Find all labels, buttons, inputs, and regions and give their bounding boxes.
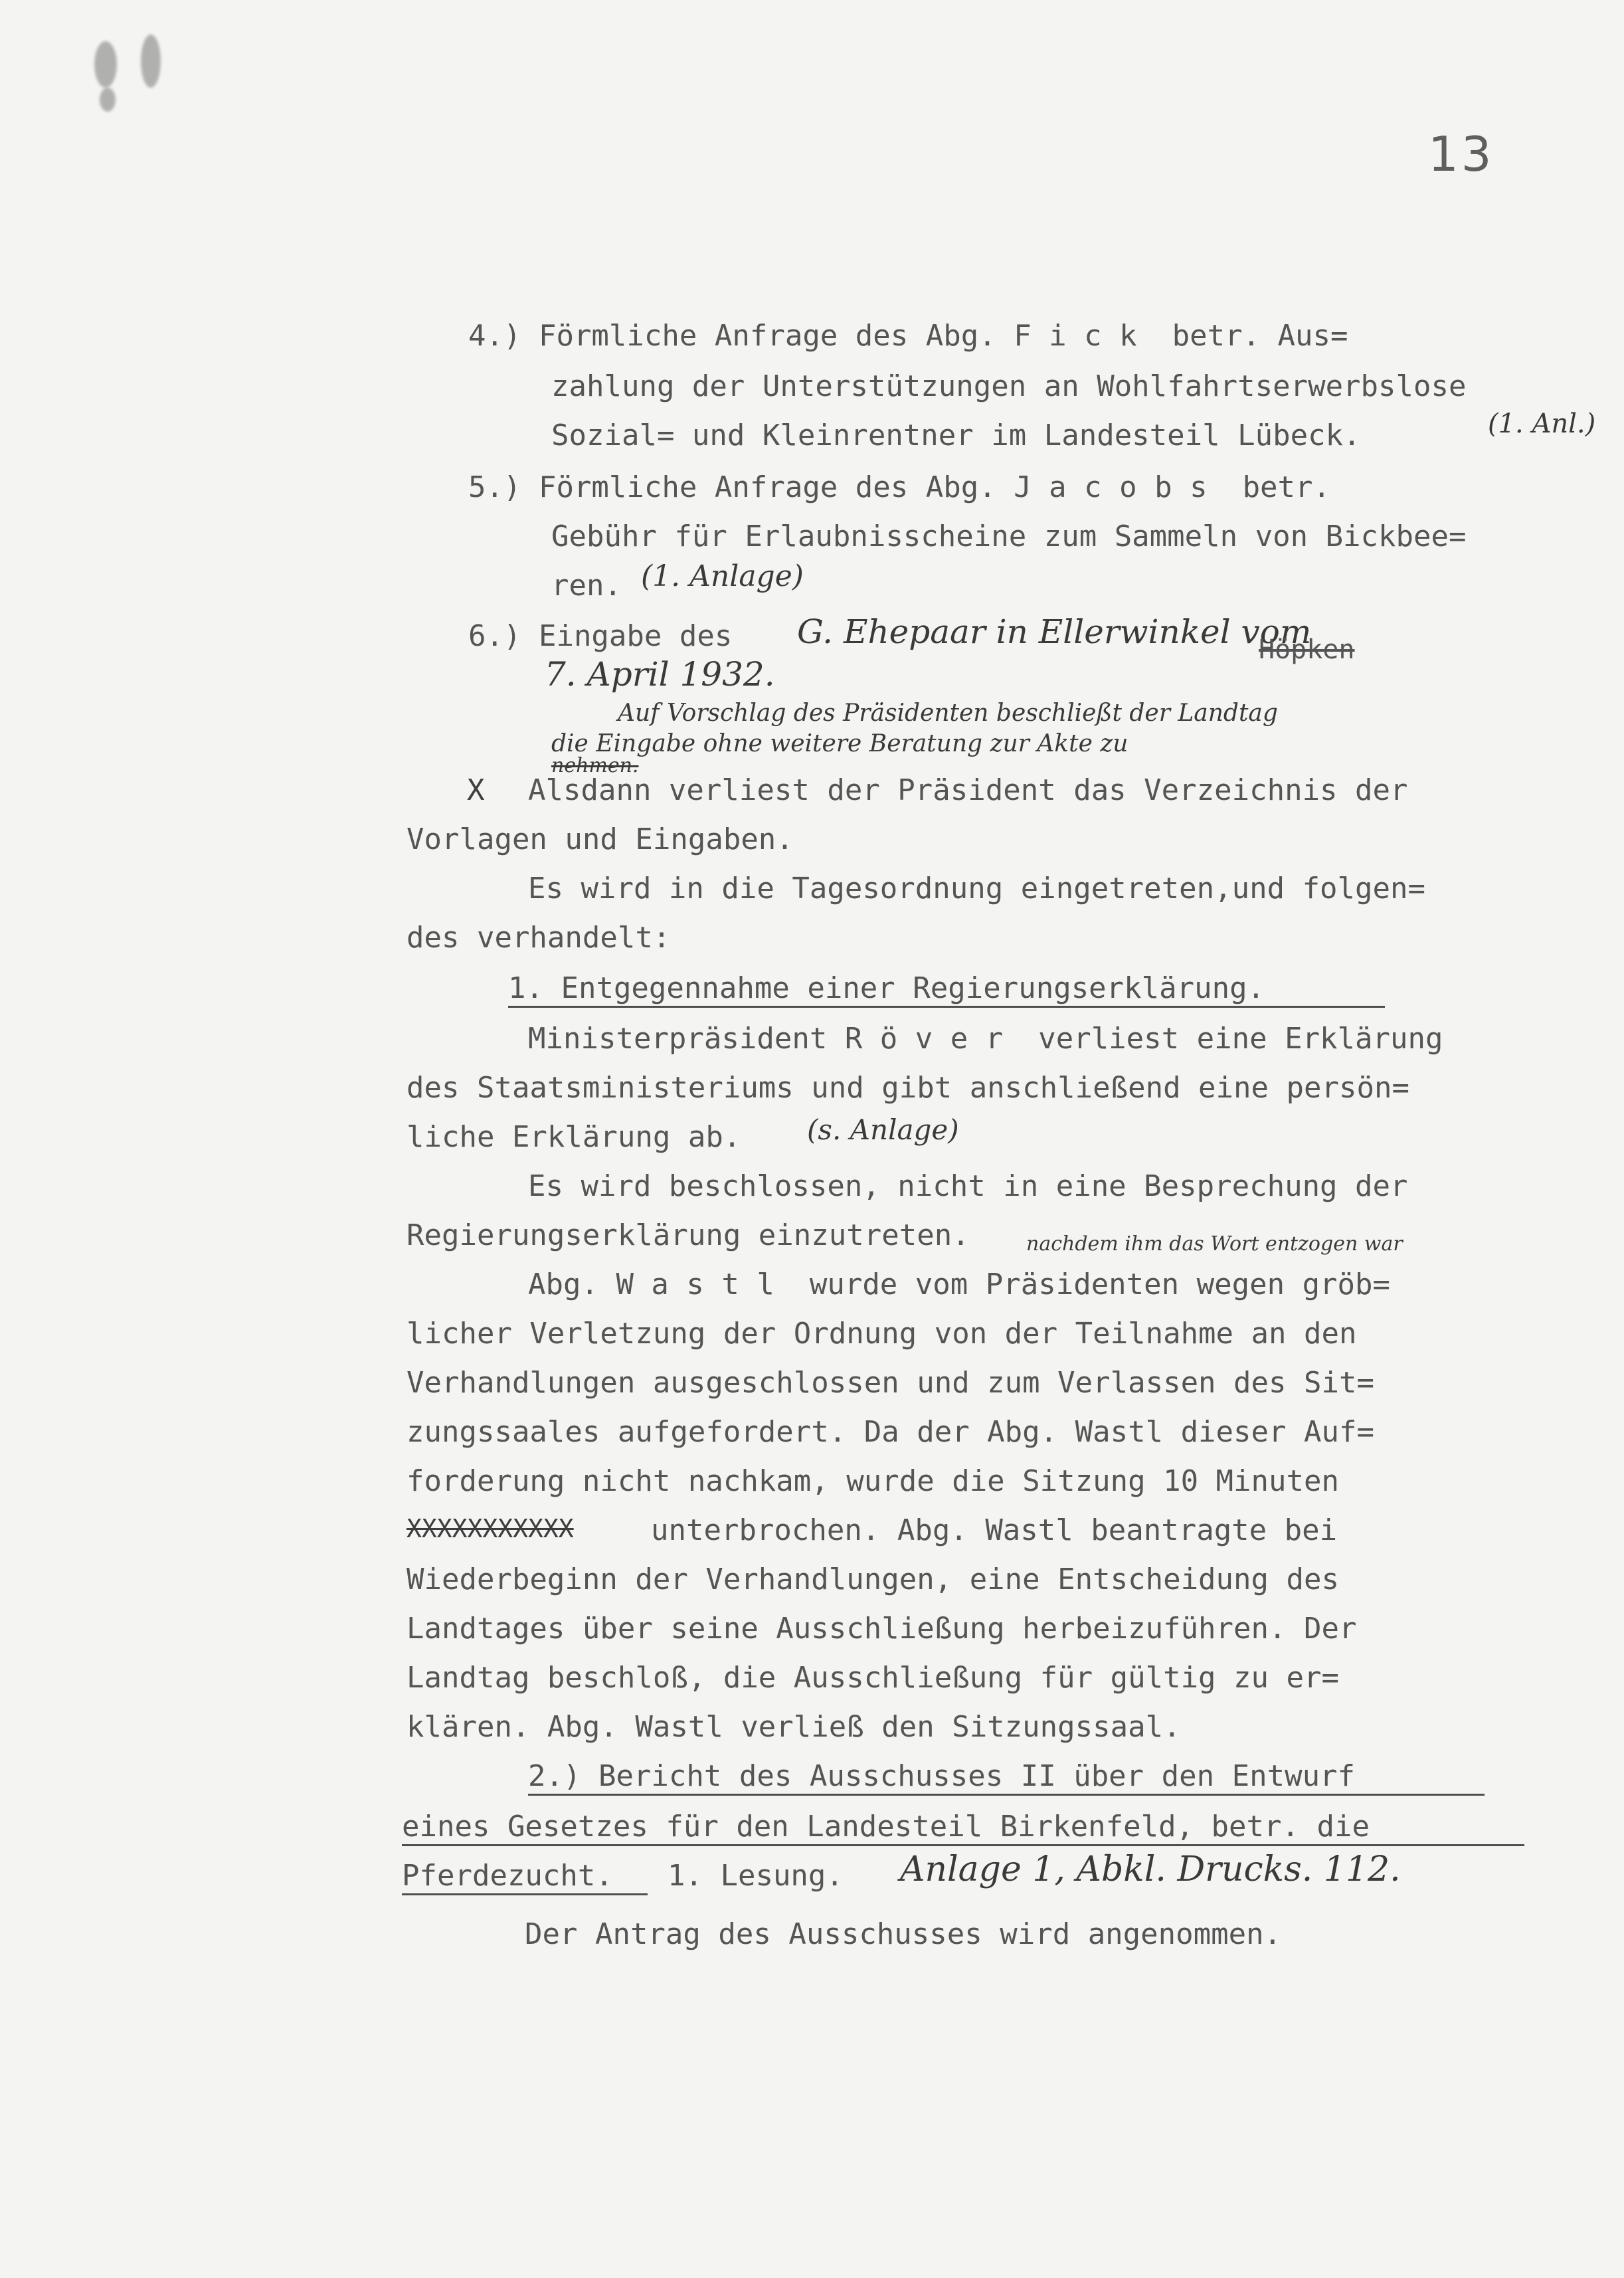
body-line-19: klären. Abg. Wastl verließ den Sitzungssaal. [406, 1710, 1181, 1744]
agenda-heading-2-handwritten: Anlage 1, Abkl. Drucks. 112. [900, 1850, 1401, 1889]
item-4-line-3: Sozial= und Kleinrentner im Landesteil Lübeck. [551, 419, 1361, 452]
item-6-handwritten-line-3: Auf Vorschlag des Präsidenten beschließt der Landtag [618, 700, 1278, 727]
body-line-9: Regierungserklärung einzutreten. [406, 1218, 970, 1252]
margin-mark: X [467, 773, 485, 807]
body-line-9-handwritten: nachdem ihm das Wort entzogen war [1026, 1232, 1403, 1256]
agenda-heading-2-line-1: 2.) Bericht des Ausschusses II über den Entwurf [528, 1759, 1356, 1793]
item-4-line-1: 4.) Förmliche Anfrage des Abg. F i c k betr. Aus= [468, 319, 1348, 353]
body-line-6: des Staatsministeriums und gibt anschließend eine persön= [406, 1071, 1409, 1105]
agenda-heading-1: 1. Entgegennahme einer Regierungserklärung. [508, 971, 1265, 1005]
body-line-20: Der Antrag des Ausschusses wird angenommen. [525, 1917, 1282, 1951]
agenda-heading-2-underline-3 [402, 1893, 648, 1895]
item-6-handwritten-line-2: 7. April 1932. [545, 655, 775, 694]
body-line-2: Vorlagen und Eingaben. [406, 822, 794, 856]
body-line-17: Landtages über seine Ausschließung herbeizuführen. Der [406, 1612, 1357, 1646]
ink-stain [94, 41, 117, 88]
body-line-11: licher Verletzung der Ordnung von der Teilnahme an den [406, 1317, 1357, 1351]
body-line-15: unterbrochen. Abg. Wastl beantragte bei [651, 1513, 1338, 1547]
body-line-18: Landtag beschloß, die Ausschließung für gültig zu er= [406, 1661, 1339, 1695]
agenda-heading-1-underline [508, 1006, 1385, 1008]
agenda-heading-2-line-2: eines Gesetzes für den Landesteil Birkenfeld, betr. die [402, 1810, 1370, 1844]
ink-stain [141, 35, 161, 88]
body-line-3: Es wird in die Tagesordnung eingetreten,und folgen= [528, 872, 1426, 905]
agenda-heading-2-reading: 1. Lesung. [668, 1859, 844, 1893]
body-line-1: Alsdann verliest der Präsident das Verzeichnis der [528, 773, 1408, 807]
body-line-5: Ministerpräsident R ö v e r verliest eine Erklärung [528, 1022, 1443, 1056]
item-5-line-3: ren. [551, 569, 622, 603]
item-6-line-1: 6.) Eingabe des [468, 619, 733, 653]
item-4-handwritten-annotation: (1. Anl.) [1488, 409, 1596, 439]
body-line-13: zungssaales aufgefordert. Da der Abg. Wastl dieser Auf= [406, 1415, 1374, 1449]
body-line-7: liche Erklärung ab. [406, 1120, 741, 1154]
body-line-4: des verhandelt: [406, 921, 671, 955]
body-line-14: forderung nicht nachkam, wurde die Sitzung 10 Minuten [406, 1464, 1339, 1498]
item-5-handwritten-annotation: (1. Anlage) [641, 559, 804, 593]
agenda-heading-2-underline-1 [528, 1794, 1485, 1796]
agenda-heading-2-underline-2 [402, 1844, 1524, 1846]
item-6-handwritten-line-5: nehmen. [551, 754, 639, 777]
item-6-handwritten-line-1: G. Ehepaar in Ellerwinkel vom [797, 613, 1312, 651]
agenda-heading-2-line-3: Pferdezucht. [402, 1859, 613, 1893]
item-6-handwritten-line-4: die Eingabe ohne weitere Beratung zur Akte zu [551, 730, 1128, 757]
body-line-10: Abg. W a s t l wurde vom Präsidenten wegen gröb= [528, 1268, 1391, 1301]
item-4-line-2: zahlung der Unterstützungen an Wohlfahrtserwerbslose [551, 369, 1467, 403]
body-line-8: Es wird beschlossen, nicht in eine Besprechung der [528, 1169, 1408, 1203]
ink-stain [100, 88, 116, 112]
body-line-12: Verhandlungen ausgeschlossen und zum Verlassen des Sit= [406, 1366, 1374, 1400]
item-6-struck-name: Höpken [1259, 634, 1355, 665]
body-line-15-struck: XXXXXXXXXXX [406, 1514, 574, 1543]
page-number: 13 [1428, 126, 1494, 182]
item-5-line-1: 5.) Förmliche Anfrage des Abg. J a c o b s betr. [468, 470, 1331, 504]
item-5-line-2: Gebühr für Erlaubnisscheine zum Sammeln von Bickbee= [551, 520, 1467, 553]
body-line-16: Wiederbeginn der Verhandlungen, eine Entscheidung des [406, 1563, 1339, 1596]
body-line-7-handwritten: (s. Anlage) [807, 1113, 959, 1146]
